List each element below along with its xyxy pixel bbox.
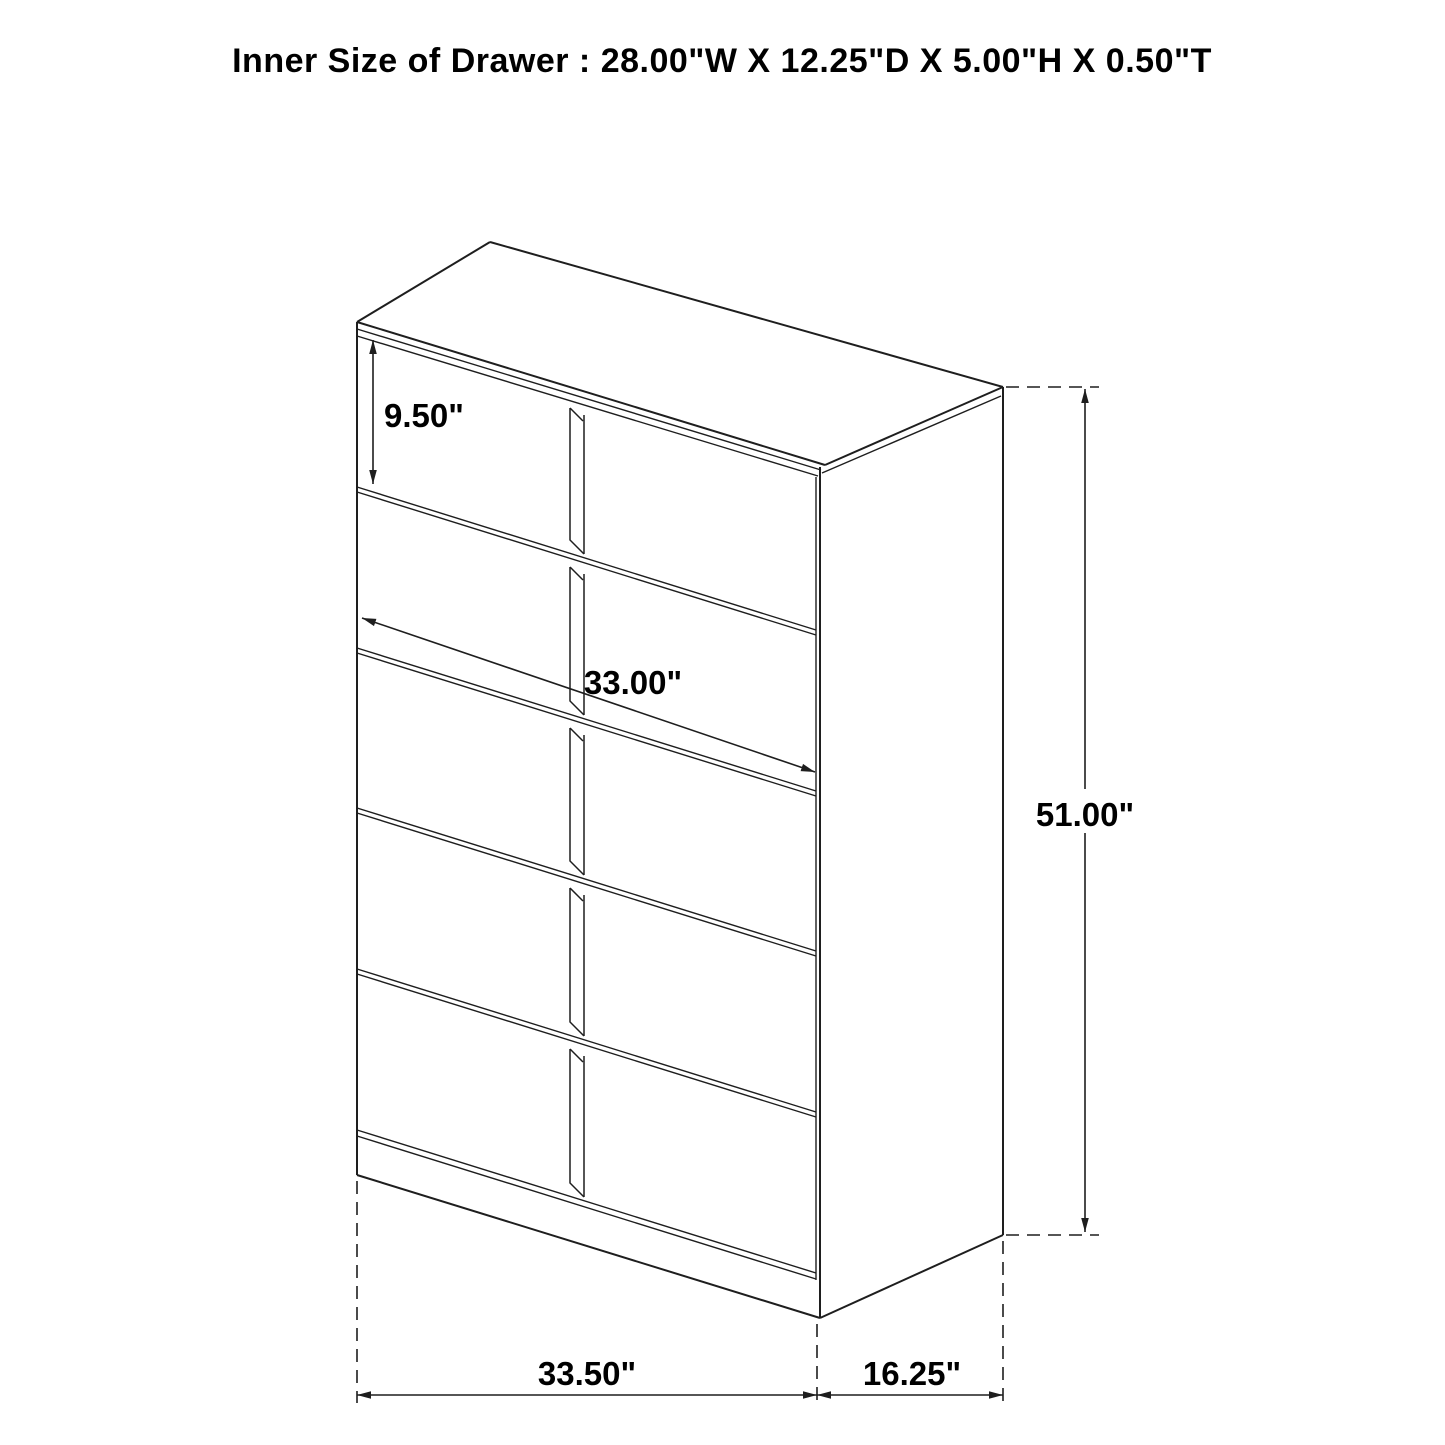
dimension-label-drawer-width: 33.00" xyxy=(583,664,683,701)
dimension-label-cabinet-width: 33.50" xyxy=(537,1355,637,1392)
dimension-drawer-front-height xyxy=(373,340,464,484)
dimension-label-drawer-front-height: 9.50" xyxy=(384,397,464,434)
dimension-cabinet-height xyxy=(1006,387,1154,1235)
dimension-drawer-width xyxy=(362,618,815,772)
diagram-title: Inner Size of Drawer : 28.00"W X 12.25"D X 5.00"H X 0.50"T xyxy=(232,42,1212,80)
drawer-handle-grooves xyxy=(570,408,584,1197)
dimension-cabinet-width-depth xyxy=(357,1181,1003,1403)
dimension-label-cabinet-height: 51.00" xyxy=(1035,796,1135,833)
dimension-label-cabinet-depth: 16.25" xyxy=(862,1355,962,1392)
drawer-dividers xyxy=(357,487,816,1117)
